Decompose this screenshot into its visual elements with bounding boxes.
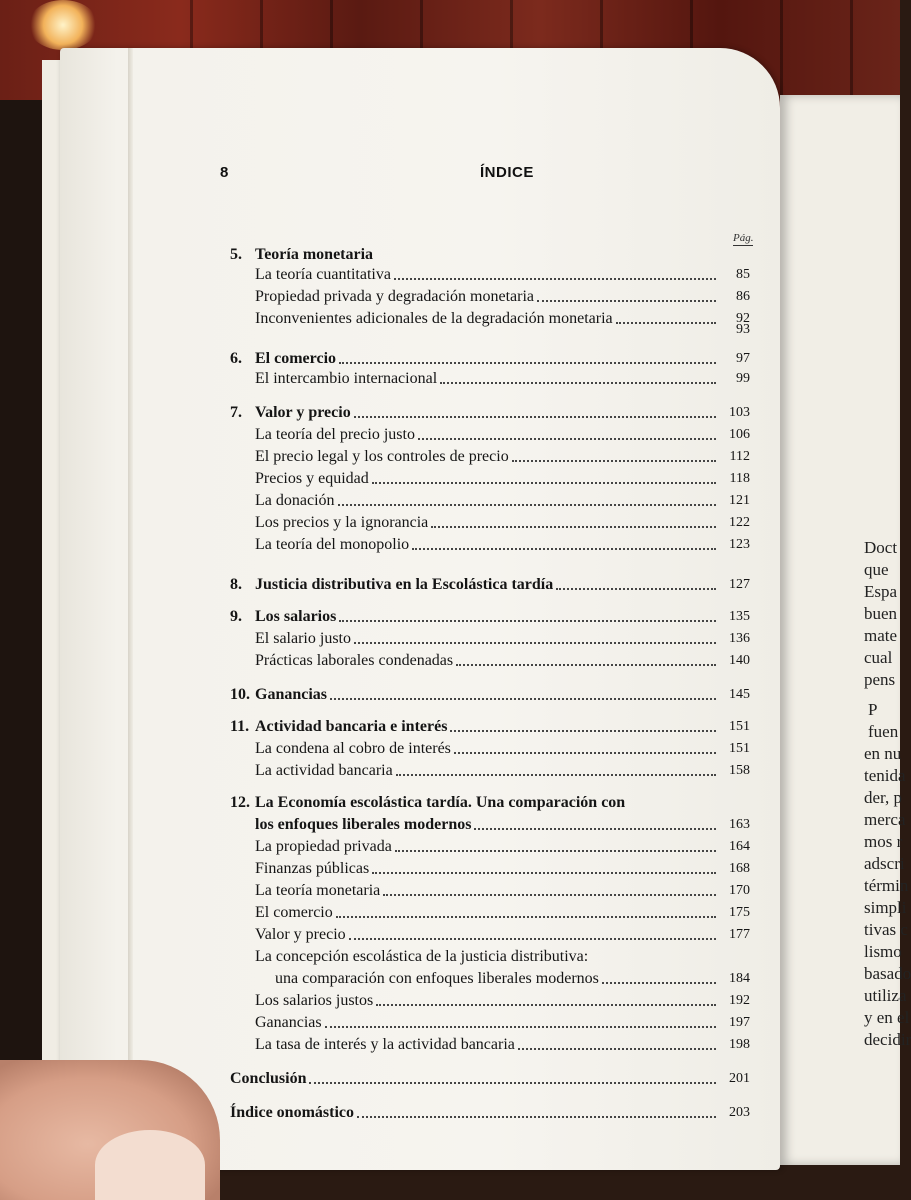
- toc-leader-dots: [456, 664, 716, 666]
- toc-entry-page: 170: [729, 883, 750, 898]
- toc-entry: [230, 533, 750, 555]
- toc-leader-dots: [325, 1026, 716, 1028]
- toc-entry: [230, 263, 750, 285]
- toc-entry-page: 97: [736, 351, 750, 366]
- toc-entry: [230, 945, 750, 967]
- toc-entry-title: Conclusión: [230, 1070, 307, 1087]
- toc-entry: [230, 901, 750, 923]
- toc-entry-page: 197: [729, 1015, 750, 1030]
- toc-entry-page: 140: [729, 653, 750, 668]
- toc-entry-title: La teoría monetaria: [255, 882, 381, 899]
- toc-entry: [230, 923, 750, 945]
- toc-entry-title: Valor y precio: [255, 404, 351, 421]
- toc-entry: [230, 759, 750, 781]
- toc-entry-page: 121: [729, 493, 750, 508]
- toc-entry-title: una comparación con enfoques liberales modernos: [275, 970, 599, 987]
- toc-entry: [230, 627, 750, 649]
- toc-entry-title: Los salarios justos: [255, 992, 374, 1009]
- toc-entry-title: Ganancias: [255, 1014, 322, 1031]
- toc-leader-dots: [354, 416, 716, 418]
- toc-leader-dots: [412, 548, 716, 550]
- toc-leader-dots: [431, 526, 716, 528]
- toc-entry: [230, 683, 750, 705]
- toc-entry-page: 112: [729, 449, 750, 464]
- toc-entry-page: 106: [729, 427, 750, 442]
- toc-entry-page: 145: [729, 687, 750, 702]
- toc-entry: [230, 1011, 750, 1033]
- toc-entry: [230, 307, 750, 329]
- toc-entry-title: La tasa de interés y la actividad bancaria: [255, 1036, 515, 1053]
- toc-entry-number: 8.: [230, 576, 242, 593]
- toc-entry-title: El comercio: [255, 904, 333, 921]
- facing-page-text: merca: [864, 810, 906, 829]
- facing-page-text: basado: [864, 964, 911, 983]
- facing-page-text: utiliza: [864, 986, 907, 1005]
- toc-entry-number: 10.: [230, 686, 250, 703]
- toc-entry-title: La concepción escolástica de la justicia distributiva:: [255, 948, 589, 965]
- toc-leader-dots: [349, 938, 716, 940]
- facing-page-text: en nu: [864, 744, 902, 763]
- facing-page-text: decidir: [864, 1030, 911, 1049]
- toc-entry-page: 118: [729, 471, 750, 486]
- toc-leader-dots: [450, 730, 716, 732]
- toc-leader-dots: [418, 438, 716, 440]
- facing-page: [780, 95, 911, 1165]
- toc-extra-page-number: 93: [736, 322, 750, 337]
- facing-page-text: mate: [864, 626, 898, 645]
- facing-page-text: buen: [864, 604, 898, 623]
- toc-leader-dots: [537, 300, 716, 302]
- toc-entry-title: La teoría del precio justo: [255, 426, 415, 443]
- toc-entry-page: 175: [729, 905, 750, 920]
- facing-page-text: mos r: [864, 832, 903, 851]
- toc-entry-title: Inconvenientes adicionales de la degradación monetaria: [255, 310, 613, 327]
- toc-entry: [230, 737, 750, 759]
- facing-page-text: lismo: [864, 942, 902, 961]
- toc-entry-number: 7.: [230, 404, 242, 421]
- toc-entry: [230, 285, 750, 307]
- facing-page-text: adscri: [864, 854, 905, 873]
- toc-leader-dots: [376, 1004, 716, 1006]
- toc-leader-dots: [383, 894, 716, 896]
- toc-entry-number: 9.: [230, 608, 242, 625]
- toc-entry-title: La donación: [255, 492, 335, 509]
- toc-entry: [230, 511, 750, 533]
- toc-leader-dots: [396, 774, 716, 776]
- toc-leader-dots: [330, 698, 716, 700]
- toc-leader-dots: [309, 1082, 716, 1084]
- toc-entry: [230, 989, 750, 1011]
- toc-leader-dots: [616, 322, 716, 324]
- toc-entry-page: 184: [729, 971, 750, 986]
- toc-entry-title: El intercambio internacional: [255, 370, 438, 387]
- toc-entry-page: 164: [729, 839, 750, 854]
- toc-leader-dots: [338, 504, 716, 506]
- toc-leader-dots: [602, 982, 716, 984]
- thumbnail-nail: [95, 1130, 205, 1200]
- toc-leader-dots: [372, 482, 716, 484]
- toc-leader-dots: [354, 642, 716, 644]
- toc-leader-dots: [395, 850, 716, 852]
- toc-entry-title: Los precios y la ignorancia: [255, 514, 429, 531]
- toc-entry: [230, 467, 750, 489]
- toc-entry-page: 203: [729, 1105, 750, 1120]
- toc-entry: [230, 1101, 750, 1123]
- toc-entry-title: Justicia distributiva en la Escolástica tardía: [255, 576, 554, 593]
- toc-entry: [230, 423, 750, 445]
- toc-entry-title: Precios y equidad: [255, 470, 369, 487]
- toc-entry-page: 163: [729, 817, 750, 832]
- toc-leader-dots: [474, 828, 716, 830]
- toc-entry-title: Índice onomástico: [230, 1104, 354, 1121]
- toc-entry: [230, 445, 750, 467]
- toc-entry-title: El precio legal y los controles de precio: [255, 448, 509, 465]
- toc-entry-page: 177: [729, 927, 750, 942]
- toc-entry: [230, 813, 750, 835]
- toc-entry-page: 201: [729, 1071, 750, 1086]
- toc-entry: [230, 967, 750, 989]
- toc-entry-title: El salario justo: [255, 630, 351, 647]
- facing-page-text: que: [864, 560, 889, 579]
- toc-entry-title: los enfoques liberales modernos: [255, 816, 472, 833]
- toc-entry-page: 192: [729, 993, 750, 1008]
- facing-page-text: der, p: [864, 788, 903, 807]
- toc-entry-title: Teoría monetaria: [255, 246, 374, 263]
- toc-leader-dots: [339, 362, 716, 364]
- toc-entry: [230, 243, 750, 265]
- toc-entry-page: 127: [729, 577, 750, 592]
- toc-entry-page: 85: [736, 267, 750, 282]
- toc-leader-dots: [339, 620, 716, 622]
- toc-entry-number: 11.: [230, 718, 250, 735]
- facing-page-text: Espa: [864, 582, 898, 601]
- facing-page-text: fuen: [868, 722, 899, 741]
- toc-entry: [230, 857, 750, 879]
- toc-entry-title: La Economía escolástica tardía. Una comparación con: [255, 794, 626, 811]
- toc-entry: [230, 1033, 750, 1055]
- toc-entry: [230, 835, 750, 857]
- toc-entry-title: Valor y precio: [255, 926, 346, 943]
- toc-entry-page: 135: [729, 609, 750, 624]
- page-title: ÍNDICE: [480, 164, 534, 181]
- toc-leader-dots: [357, 1116, 716, 1118]
- toc-entry: [230, 489, 750, 511]
- pag-label: Pág.: [733, 232, 754, 244]
- page-gutter: [128, 48, 133, 1170]
- toc-entry-title: Actividad bancaria e interés: [255, 718, 448, 735]
- toc-entry: [230, 573, 750, 595]
- toc-entry: [230, 715, 750, 737]
- toc-entry: [230, 367, 750, 389]
- toc-leader-dots: [372, 872, 716, 874]
- toc-leader-dots: [512, 460, 716, 462]
- toc-entry: [230, 791, 750, 813]
- toc-entry: [230, 347, 750, 369]
- toc-entry-title: El comercio: [255, 350, 337, 367]
- facing-page-text: términ: [864, 876, 909, 895]
- toc-entry-title: La teoría cuantitativa: [255, 266, 391, 283]
- toc-entry-number: 6.: [230, 350, 242, 367]
- toc-entry-page: 103: [729, 405, 750, 420]
- toc-entry-title: La propiedad privada: [255, 838, 392, 855]
- toc-leader-dots: [454, 752, 716, 754]
- toc-entry-page: 151: [729, 741, 750, 756]
- toc-entry: [230, 401, 750, 423]
- toc-leader-dots: [518, 1048, 716, 1050]
- page-number: 8: [220, 164, 229, 181]
- facing-page-text: tivas c: [864, 920, 908, 939]
- toc-entry-page: 92: [736, 311, 750, 326]
- toc-entry: [230, 649, 750, 671]
- toc-entry-page: 136: [729, 631, 750, 646]
- toc-entry-page: 123: [729, 537, 750, 552]
- toc-entry-title: Los salarios: [255, 608, 337, 625]
- toc-entry-title: Finanzas públicas: [255, 860, 370, 877]
- toc-entry-title: Propiedad privada y degradación monetaria: [255, 288, 534, 305]
- facing-page-text: P: [868, 700, 878, 719]
- toc-entry-page: 122: [729, 515, 750, 530]
- toc-entry: [230, 879, 750, 901]
- facing-page-text: y en el: [864, 1008, 910, 1027]
- toc-leader-dots: [394, 278, 716, 280]
- toc-entry-title: Prácticas laborales condenadas: [255, 652, 454, 669]
- toc-entry-page: 151: [729, 719, 750, 734]
- facing-page-text: simpli: [864, 898, 907, 917]
- toc-entry-title: Ganancias: [255, 686, 328, 703]
- facing-page-text: cual: [864, 648, 893, 667]
- lamp-glow: [28, 0, 98, 50]
- toc-entry-number: 5.: [230, 246, 242, 263]
- toc-entry-title: La condena al cobro de interés: [255, 740, 451, 757]
- toc-entry: [230, 605, 750, 627]
- toc-entry-title: La actividad bancaria: [255, 762, 393, 779]
- facing-page-text: pens: [864, 670, 896, 689]
- facing-page-text: tenida: [864, 766, 906, 785]
- toc-leader-dots: [556, 588, 716, 590]
- toc-entry-page: 99: [736, 371, 750, 386]
- toc-entry-title: La teoría del monopolio: [255, 536, 410, 553]
- toc-entry-page: 86: [736, 289, 750, 304]
- facing-page-text: Doct: [864, 538, 898, 557]
- toc-leader-dots: [336, 916, 716, 918]
- toc-entry-page: 168: [729, 861, 750, 876]
- toc-entry-page: 158: [729, 763, 750, 778]
- toc-entry: [230, 1067, 750, 1089]
- toc-leader-dots: [440, 382, 716, 384]
- toc-entry-number: 12.: [230, 794, 250, 811]
- toc-entry-page: 198: [729, 1037, 750, 1052]
